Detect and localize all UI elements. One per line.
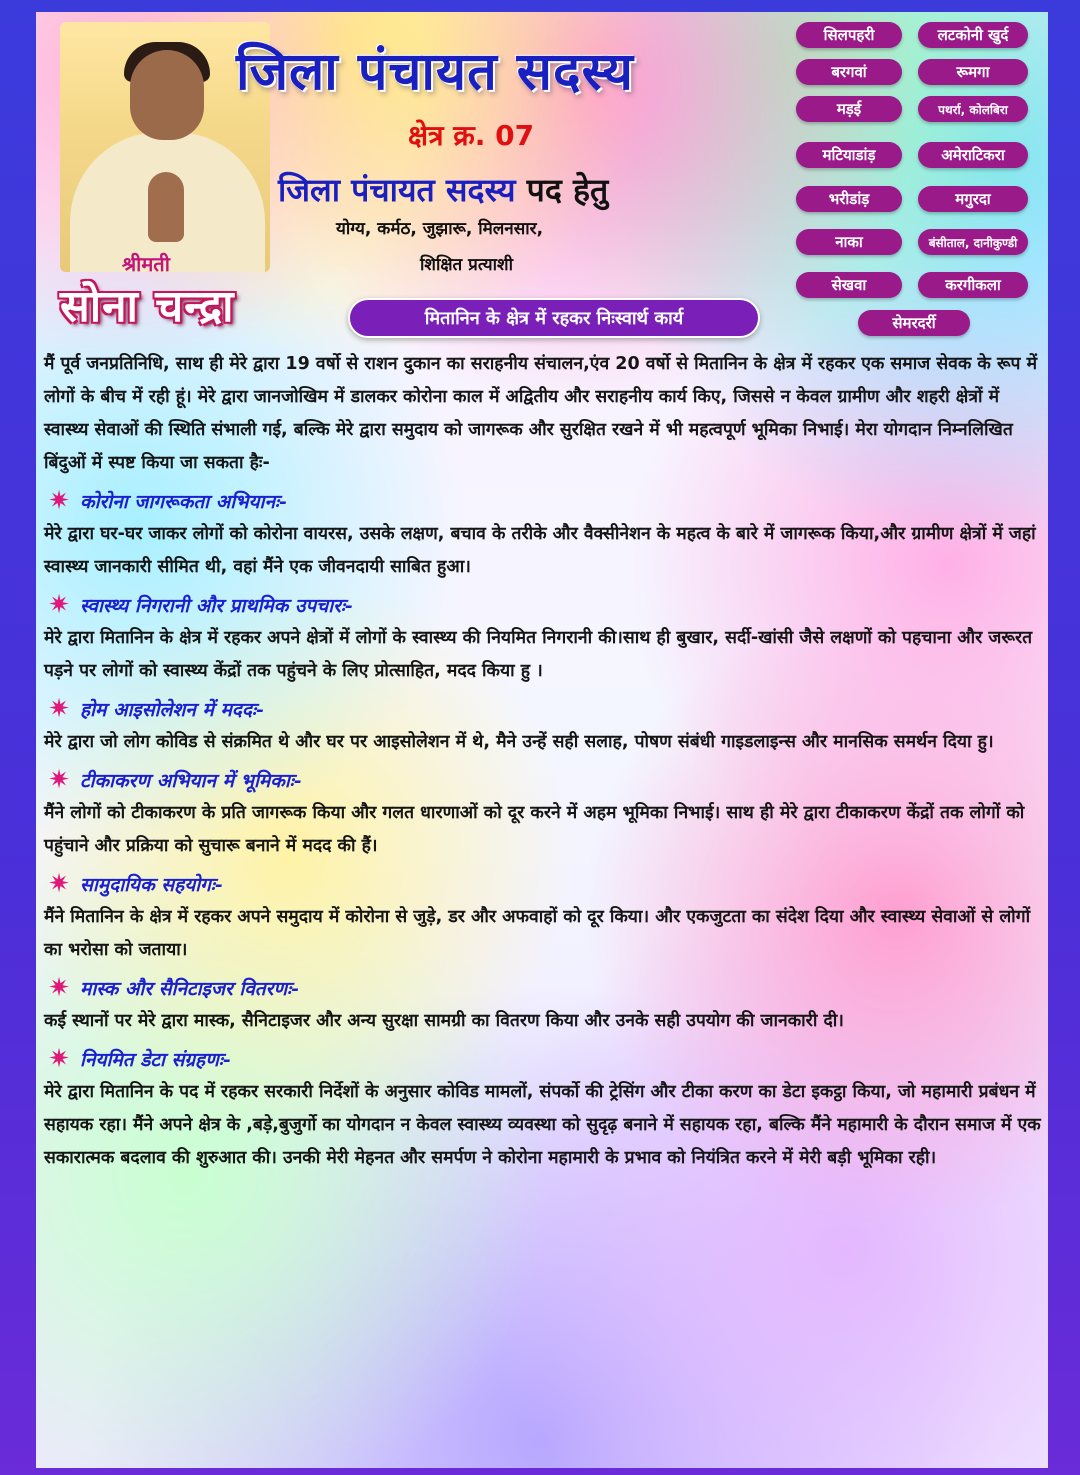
star-burst-icon: ✷ bbox=[48, 973, 70, 1003]
section bbox=[44, 1042, 1044, 1175]
post-line bbox=[278, 168, 608, 211]
village-pill: सेमरदर्री bbox=[858, 310, 970, 336]
section-title: होम आइसोलेशन में मददः- bbox=[80, 699, 264, 721]
photo-folded-hands-shape bbox=[148, 172, 184, 242]
section-text: मेरे द्वारा मितानिन के पद में रहकर सरकारी निर्देशों के अनुसार कोविड मामलों, संपर्को की ट्रेसिंग और टीका करण का डेटा इकट्ठा किया, जो महामारी प्रबंधन में सहायक रहा। मैंने अपने क्षेत्र के ,बड़े,बुजुर्गो का योगदान न केवल स्वास्थ्य व्यवस्था को सुदृढ़ बनाने में सहायक रहा, बल्कि मैंने महामारी के दौरान समाज में एक सकारात्मक बदलाव की शुरुआत की। उनकी मेरी मेहनत और समर्पण ने कोरोना महामारी के प्रभाव को नियंत्रित करने में मेरी बड़ी भूमिका रही। bbox=[44, 1082, 1041, 1168]
section-title: नियमित डेटा संग्रहणः- bbox=[80, 1049, 231, 1071]
village-pill: सेखवा bbox=[796, 272, 902, 298]
village-pill: सिलपहरी bbox=[796, 22, 902, 48]
village-pill: अमेराटिकरा bbox=[918, 142, 1028, 168]
section-heading bbox=[44, 484, 1044, 518]
poster-title: जिला पंचायत सदस्य bbox=[236, 41, 634, 102]
village-pill: नाका bbox=[796, 229, 902, 255]
constituency-number: क्षेत्र क्र. 07 bbox=[408, 119, 535, 152]
section bbox=[44, 588, 1044, 688]
section bbox=[44, 867, 1044, 967]
section bbox=[44, 692, 1044, 759]
section-title: सामुदायिक सहयोगः- bbox=[80, 874, 223, 896]
candidate-name: सोना चन्द्रा bbox=[60, 281, 235, 332]
star-burst-icon: ✷ bbox=[48, 486, 70, 516]
section-text: मैंने लोगों को टीकाकरण के प्रति जागरूक किया और गलत धारणाओं को दूर करने में अहम भूमिका निभाई। साथ ही मेरे द्वारा टीकाकरण केंद्रों तक लोगों को पहुंचाने और प्रक्रिया को सुचारू बनाने में मदद की हैं। bbox=[44, 803, 1025, 856]
section-heading bbox=[44, 867, 1044, 901]
content-body bbox=[44, 348, 1044, 1175]
village-pill: मटियाडांड़ bbox=[796, 142, 902, 168]
village-pill: बरगवां bbox=[796, 59, 902, 85]
post-line-black: पद हेतु bbox=[515, 171, 609, 209]
star-burst-icon: ✷ bbox=[48, 869, 70, 899]
qualities-line-1: योग्य, कर्मठ, जुझारू, मिलनसार, bbox=[336, 219, 544, 239]
village-pill: भरीडांड़ bbox=[796, 186, 902, 212]
section-heading bbox=[44, 692, 1044, 726]
honorific: श्रीमती bbox=[122, 252, 170, 276]
village-pill: बंसीताल, दानीकुण्डी bbox=[918, 229, 1028, 255]
section bbox=[44, 484, 1044, 584]
village-pill: पथर्रा, कोलबिरा bbox=[918, 96, 1028, 122]
star-burst-icon: ✷ bbox=[48, 694, 70, 724]
section-heading bbox=[44, 1042, 1044, 1076]
section-text: मेरे द्वारा मितानिन के क्षेत्र में रहकर अपने क्षेत्रों में लोगों के स्वास्थ्य की नियमित निगरानी की।साथ ही बुखार, सर्दी-खांसी जैसे लक्षणों को पहचाना और जरूरत पड़ने पर लोगों को स्वास्थ्य केंद्रों तक पहुंचने के लिए प्रोत्साहित, मदद किया हु । bbox=[44, 628, 1033, 681]
section bbox=[44, 763, 1044, 863]
section-title: टीकाकरण अभियान में भूमिकाः- bbox=[80, 770, 302, 792]
section-heading bbox=[44, 763, 1044, 797]
section-text: मेरे द्वारा जो लोग कोविड से संक्रमित थे और घर पर आइसोलेशन में थे, मैने उन्हें सही सलाह, पोषण संबंधी गाइडलाइन्स और मानसिक समर्थन दिया हु। bbox=[44, 732, 994, 752]
section-text: मेरे द्वारा घर-घर जाकर लोगों को कोरोना वायरस, उसके लक्षण, बचाव के तरीके और वैक्सीनेशन के महत्व के बारे में जागरूक किया,और ग्रामीण क्षेत्रों में जहां स्वास्थ्य जानकारी सीमित थी, वहां मैंने एक जीवनदायी साबित हुआ। bbox=[44, 524, 1036, 577]
qualities-line-2: शिक्षित प्रत्याशी bbox=[420, 255, 513, 275]
intro-paragraph: मैं पूर्व जनप्रतिनिधि, साथ ही मेरे द्वारा 19 वर्षो से राशन दुकान का सराहनीय संचालन,एंव 20 वर्षो से मितानिन के क्षेत्र में रहकर एक समाज सेवक के रूप में लोगों के बीच में रही हूं। मेरे द्वारा जानजोखिम में डालकर कोरोना काल में अद्वितीय और सराहनीय कार्य किए, जिससे न केवल ग्रामीण और शहरी क्षेत्रों में स्वास्थ्य सेवाओं की स्थिति संभाली गई, बल्कि मेरे द्वारा समुदाय को जागरूक और सुरक्षित रखने में भी महत्वपूर्ण भूमिका निभाई। मेरा योगदान निम्नलिखित बिंदुओं में स्पष्ट किया जा सकता हैः- bbox=[44, 354, 1038, 473]
section-text: मैंने मितानिन के क्षेत्र में रहकर अपने समुदाय में कोरोना से जुड़े, डर और अफवाहों को दूर किया। और एकजुटता का संदेश दिया और स्वास्थ्य सेवाओं से लोगों का भरोसा को जताया। bbox=[44, 907, 1031, 960]
poster-canvas bbox=[36, 12, 1048, 1468]
star-burst-icon: ✷ bbox=[48, 1044, 70, 1074]
village-pill: मड़ई bbox=[796, 96, 902, 122]
village-pill: रूमगा bbox=[918, 59, 1028, 85]
village-pill: मगुरदा bbox=[918, 186, 1028, 212]
section-title: कोरोना जागरूकता अभियानः- bbox=[80, 491, 287, 513]
section-heading bbox=[44, 588, 1044, 622]
section-text: कई स्थानों पर मेरे द्वारा मास्क, सैनिटाइजर और अन्य सुरक्षा सामग्री का वितरण किया और उनके सही उपयोग की जानकारी दी। bbox=[44, 1011, 844, 1031]
village-pill: करगीकला bbox=[918, 272, 1028, 298]
village-pill: लटकोनी खुर्द bbox=[918, 22, 1028, 48]
star-burst-icon: ✷ bbox=[48, 765, 70, 795]
star-burst-icon: ✷ bbox=[48, 590, 70, 620]
section bbox=[44, 971, 1044, 1038]
section-heading bbox=[44, 971, 1044, 1005]
section-title: स्वास्थ्य निगरानी और प्राथमिक उपचारः- bbox=[80, 595, 353, 617]
mitanin-tagline: मितानिन के क्षेत्र में रहकर निःस्वार्थ कार्य bbox=[348, 298, 760, 338]
photo-head-shape bbox=[130, 50, 204, 140]
post-line-blue: जिला पंचायत सदस्य bbox=[278, 171, 516, 209]
section-title: मास्क और सैनिटाइजर वितरणः- bbox=[80, 978, 299, 1000]
